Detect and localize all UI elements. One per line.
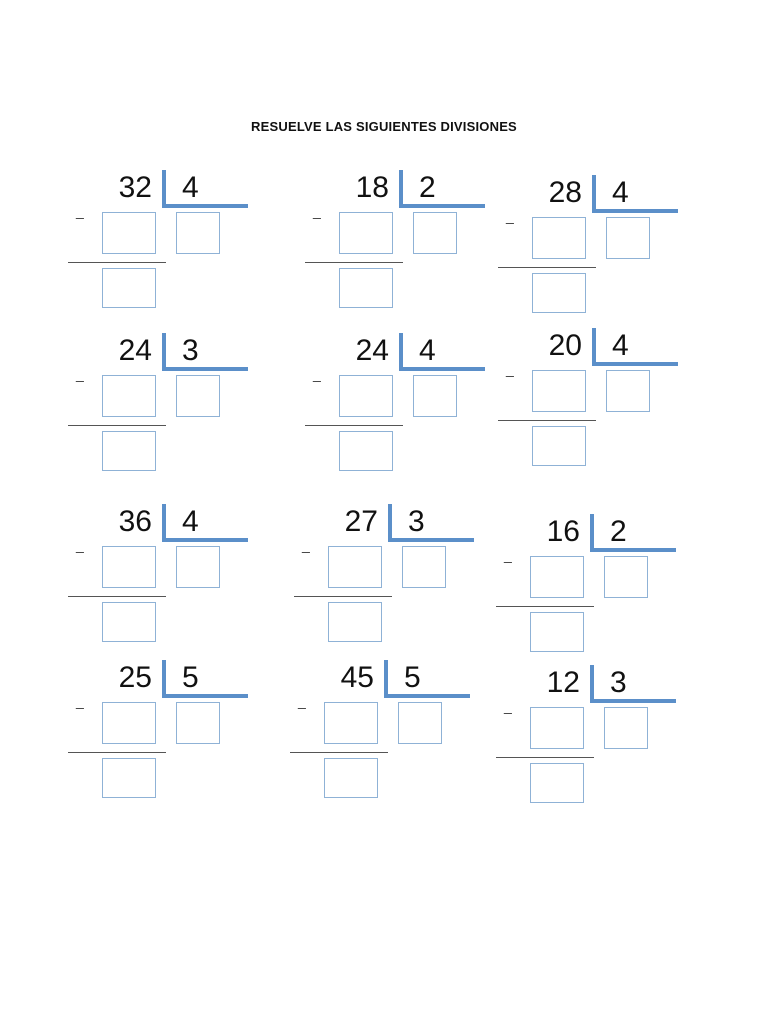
quotient-answer-box[interactable] <box>606 370 650 412</box>
subtraction-line <box>498 420 596 421</box>
dividend: 12 <box>546 666 580 699</box>
division-problem <box>76 170 300 330</box>
dividend: 20 <box>548 329 582 362</box>
remainder-answer-box[interactable] <box>102 758 156 798</box>
divisor: 5 <box>404 661 421 694</box>
divisor: 5 <box>182 661 199 694</box>
quotient-answer-box[interactable] <box>176 212 220 254</box>
division-problem <box>76 333 300 493</box>
division-bracket-vertical <box>590 514 594 552</box>
minus-sign: _ <box>506 361 514 377</box>
division-problem <box>76 660 300 820</box>
minus-sign: _ <box>313 366 321 382</box>
division-bracket-vertical <box>384 660 388 698</box>
division-bracket-horizontal <box>162 694 248 698</box>
dividend: 36 <box>118 505 152 538</box>
division-bracket-vertical <box>592 175 596 213</box>
minus-sign: _ <box>76 537 84 553</box>
quotient-answer-box[interactable] <box>176 375 220 417</box>
product-answer-box[interactable] <box>339 375 393 417</box>
remainder-answer-box[interactable] <box>102 268 156 308</box>
division-bracket-horizontal <box>399 367 485 371</box>
product-answer-box[interactable] <box>102 375 156 417</box>
division-problem <box>504 665 728 825</box>
subtraction-line <box>496 606 594 607</box>
division-bracket-horizontal <box>399 204 485 208</box>
division-bracket-vertical <box>590 665 594 703</box>
division-bracket-horizontal <box>590 699 676 703</box>
subtraction-line <box>496 757 594 758</box>
subtraction-line <box>68 425 166 426</box>
division-bracket-vertical <box>162 170 166 208</box>
divisor: 4 <box>612 329 629 362</box>
division-problem <box>506 175 730 335</box>
divisor: 3 <box>610 666 627 699</box>
product-answer-box[interactable] <box>324 702 378 744</box>
divisor: 4 <box>612 176 629 209</box>
remainder-answer-box[interactable] <box>532 273 586 313</box>
division-bracket-horizontal <box>384 694 470 698</box>
division-bracket-vertical <box>388 504 392 542</box>
divisor: 4 <box>419 334 436 367</box>
division-bracket-vertical <box>399 333 403 371</box>
divisor: 2 <box>610 515 627 548</box>
remainder-answer-box[interactable] <box>324 758 378 798</box>
remainder-answer-box[interactable] <box>102 602 156 642</box>
minus-sign: _ <box>504 698 512 714</box>
quotient-answer-box[interactable] <box>606 217 650 259</box>
remainder-answer-box[interactable] <box>339 431 393 471</box>
quotient-answer-box[interactable] <box>402 546 446 588</box>
minus-sign: _ <box>506 208 514 224</box>
division-bracket-horizontal <box>590 548 676 552</box>
minus-sign: _ <box>298 693 306 709</box>
dividend: 24 <box>118 334 152 367</box>
division-bracket-horizontal <box>162 204 248 208</box>
division-problem <box>298 660 522 820</box>
minus-sign: _ <box>504 547 512 563</box>
minus-sign: _ <box>76 203 84 219</box>
subtraction-line <box>290 752 388 753</box>
division-bracket-horizontal <box>388 538 474 542</box>
subtraction-line <box>498 267 596 268</box>
product-answer-box[interactable] <box>102 546 156 588</box>
quotient-answer-box[interactable] <box>604 556 648 598</box>
division-bracket-vertical <box>399 170 403 208</box>
product-answer-box[interactable] <box>530 707 584 749</box>
division-bracket-horizontal <box>592 362 678 366</box>
quotient-answer-box[interactable] <box>398 702 442 744</box>
dividend: 32 <box>118 171 152 204</box>
subtraction-line <box>68 262 166 263</box>
dividend: 28 <box>548 176 582 209</box>
division-problem <box>504 514 728 674</box>
subtraction-line <box>305 425 403 426</box>
division-bracket-horizontal <box>162 538 248 542</box>
quotient-answer-box[interactable] <box>413 212 457 254</box>
division-bracket-vertical <box>162 660 166 698</box>
minus-sign: _ <box>313 203 321 219</box>
remainder-answer-box[interactable] <box>530 763 584 803</box>
dividend: 18 <box>355 171 389 204</box>
product-answer-box[interactable] <box>102 212 156 254</box>
division-bracket-horizontal <box>592 209 678 213</box>
quotient-answer-box[interactable] <box>176 702 220 744</box>
dividend: 45 <box>340 661 374 694</box>
subtraction-line <box>68 596 166 597</box>
division-bracket-horizontal <box>162 367 248 371</box>
division-problem <box>506 328 730 488</box>
minus-sign: _ <box>76 693 84 709</box>
dividend: 24 <box>355 334 389 367</box>
division-problem <box>313 170 537 330</box>
division-problem <box>302 504 526 664</box>
dividend: 25 <box>118 661 152 694</box>
worksheet-title: RESUELVE LAS SIGUIENTES DIVISIONES <box>251 119 517 134</box>
division-bracket-vertical <box>162 333 166 371</box>
minus-sign: _ <box>76 366 84 382</box>
subtraction-line <box>305 262 403 263</box>
minus-sign: _ <box>302 537 310 553</box>
subtraction-line <box>68 752 166 753</box>
divisor: 4 <box>182 171 199 204</box>
divisor: 3 <box>182 334 199 367</box>
division-bracket-vertical <box>592 328 596 366</box>
dividend: 16 <box>546 515 580 548</box>
dividend: 27 <box>344 505 378 538</box>
product-answer-box[interactable] <box>530 556 584 598</box>
divisor: 4 <box>182 505 199 538</box>
product-answer-box[interactable] <box>102 702 156 744</box>
remainder-answer-box[interactable] <box>328 602 382 642</box>
quotient-answer-box[interactable] <box>176 546 220 588</box>
quotient-answer-box[interactable] <box>604 707 648 749</box>
product-answer-box[interactable] <box>328 546 382 588</box>
product-answer-box[interactable] <box>339 212 393 254</box>
quotient-answer-box[interactable] <box>413 375 457 417</box>
remainder-answer-box[interactable] <box>102 431 156 471</box>
division-problem <box>313 333 537 493</box>
remainder-answer-box[interactable] <box>339 268 393 308</box>
division-problem <box>76 504 300 664</box>
product-answer-box[interactable] <box>532 217 586 259</box>
remainder-answer-box[interactable] <box>532 426 586 466</box>
remainder-answer-box[interactable] <box>530 612 584 652</box>
divisor: 3 <box>408 505 425 538</box>
product-answer-box[interactable] <box>532 370 586 412</box>
subtraction-line <box>294 596 392 597</box>
division-bracket-vertical <box>162 504 166 542</box>
divisor: 2 <box>419 171 436 204</box>
